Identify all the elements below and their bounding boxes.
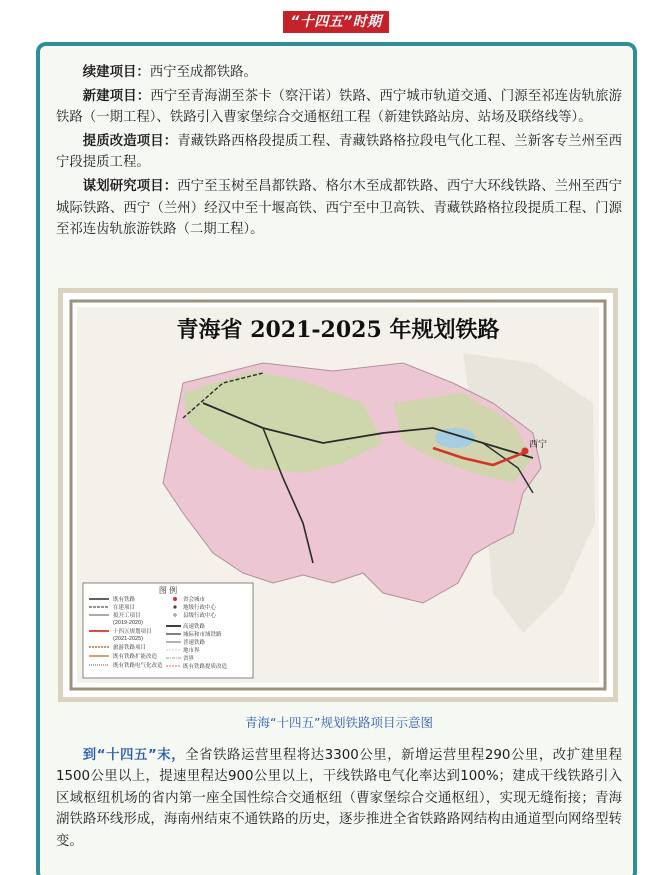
legend-planned: 十四五规划项目 xyxy=(113,629,152,635)
railway-map[interactable] xyxy=(58,288,618,702)
legend-provincial-capital: 省会城市 xyxy=(183,597,206,603)
legend-electrification: 既有铁路电气化改造 xyxy=(113,663,163,669)
xining-label: 西宁 xyxy=(529,439,548,449)
legend-county-center: 县级行政中心 xyxy=(183,613,217,619)
legend-prefecture-center: 地级行政中心 xyxy=(183,605,217,611)
project-item-new: 新建项目：西宁至青海湖至茶卡（察汗诺）铁路、西宁城市轨道交通、门源至祁连齿轨旅游铁路（一期工程）、铁路引入曹家堡综合交通枢纽工程（新建铁路站房、站场及联络线等）。 xyxy=(56,88,623,126)
map-legend xyxy=(83,583,253,678)
legend-province-boundary: 省界 xyxy=(183,656,195,662)
legend-period-1: (2019-2020) xyxy=(113,620,143,626)
project-list xyxy=(56,62,622,243)
xining-marker xyxy=(522,448,529,455)
legend-quality-upgrade: 既有铁路提质改造 xyxy=(183,664,228,670)
legend-high-speed: 高速铁路 xyxy=(183,624,206,630)
legend-capacity-expansion: 既有铁路扩能改造 xyxy=(113,654,158,660)
legend-under-construction: 在建项目 xyxy=(113,605,136,611)
section-title-banner: “十四五”时期 xyxy=(283,11,389,33)
map-caption: 青海“十四五”规划铁路项目示意图 xyxy=(245,715,433,730)
legend-tourism: 旅游铁路项目 xyxy=(113,645,147,651)
project-item-research: 谋划研究项目：西宁至玉树至昌都铁路、格尔木至成都铁路、西宁大环线铁路、兰州至西宁城际铁路、西宁（兰州）经汉中至十堰高铁、西宁至中卫高铁、青藏铁路格拉段提质工程、门源至祁连齿轨旅游铁路（二期工程）。 xyxy=(56,178,623,238)
project-item-upgrade: 提质改造项目：青藏铁路西格段提质工程、青藏铁路格拉段电气化工程、兰新客专兰州至西宁段提质工程。 xyxy=(56,133,623,171)
summary-paragraph: 到“十四五”末，全省铁路运营里程将达3300公里，新增运营里程290公里，改扩建里程1500公里以上，提速里程达900公里以上，干线铁路电气化率达到100%；建成干线铁路引入区域枢纽机场的省内第一座全国性综合交通枢纽（曹家堡综合交通枢纽），实现无缝衔接；青海湖铁路环线形成，海南州结束不通铁路的历史，逐步推进全省铁路路网结构由通道型向网络型转变。 xyxy=(56,748,622,849)
project-item-continued: 续建项目：西宁至成都铁路。 xyxy=(82,65,257,80)
legend-title: 图 例 xyxy=(158,586,178,595)
legend-city-boundary: 地市界 xyxy=(183,648,200,654)
legend-period-2: (2021-2025) xyxy=(113,636,143,642)
railway-map-svg xyxy=(63,293,613,697)
legend-existing-rail: 既有铁路 xyxy=(113,597,136,603)
map-title: 青海省 2021-2025 年规划铁路 xyxy=(176,317,500,343)
legend-conventional: 普速铁路 xyxy=(183,640,206,646)
legend-to-start: 拟开工项目 xyxy=(113,613,141,619)
legend-intercity: 城际和市域铁路 xyxy=(183,632,222,638)
